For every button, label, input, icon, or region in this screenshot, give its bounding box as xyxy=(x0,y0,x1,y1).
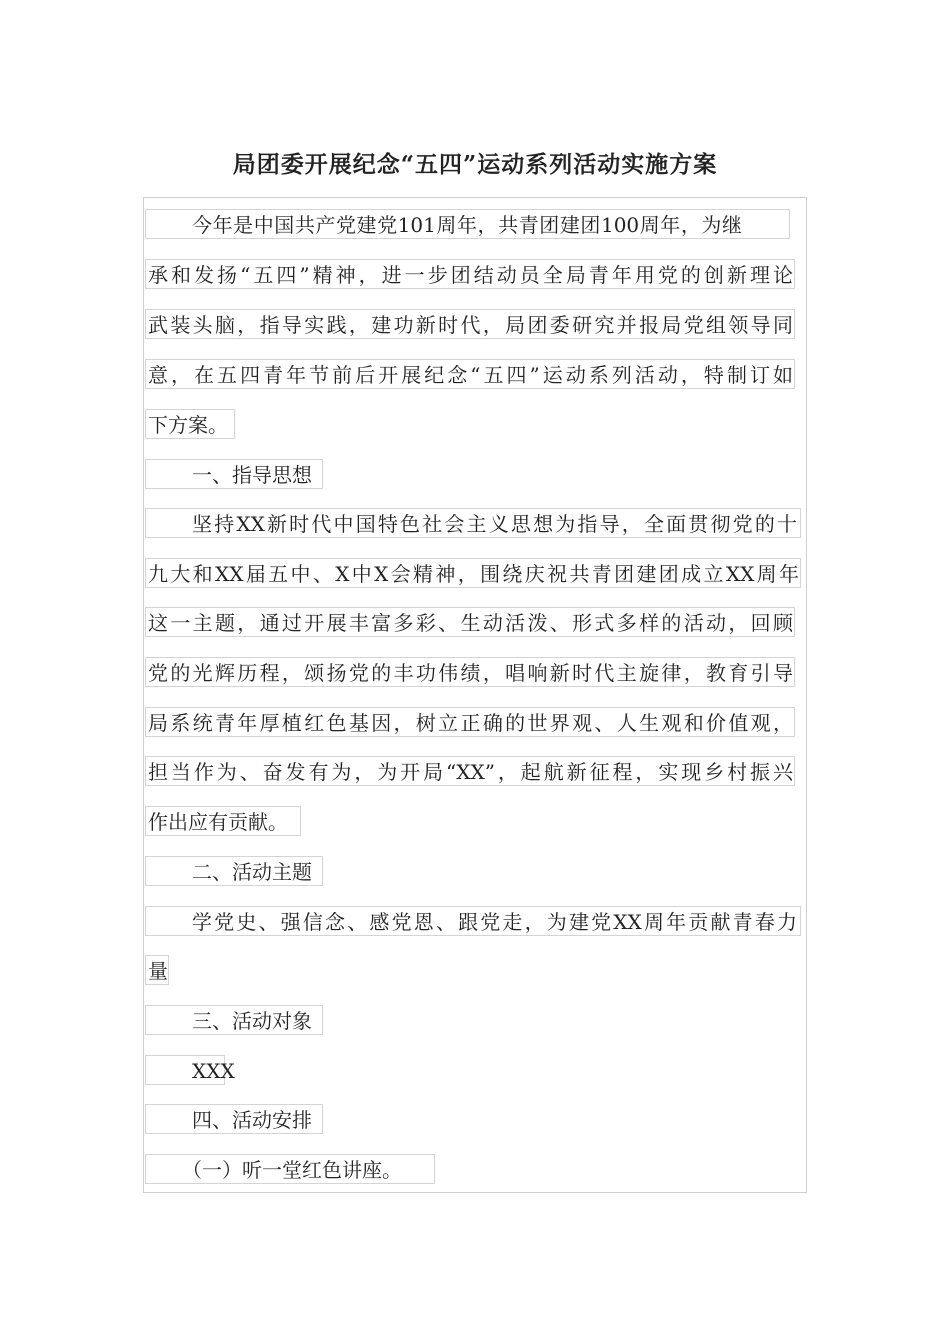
section-heading: 四、活动安排 xyxy=(145,1104,323,1134)
paragraph-line: 意，在五四青年节前后开展纪念“五四”运动系列活动，特制订如 xyxy=(145,359,795,389)
paragraph-line: 党的光辉历程，颂扬党的丰功伟绩，唱响新时代主旋律，教育引导 xyxy=(145,657,795,687)
paragraph-line: 坚持XX新时代中国特色社会主义思想为指导，全面贯彻党的十 xyxy=(145,508,801,538)
section-heading: 二、活动主题 xyxy=(145,856,323,886)
paragraph-line: XXX xyxy=(145,1055,225,1085)
text-frame xyxy=(143,197,807,1193)
document-title: 局团委开展纪念“五四”运动系列活动实施方案 xyxy=(232,151,718,178)
section-heading: 三、活动对象 xyxy=(145,1005,323,1035)
paragraph-line: 作出应有贡献。 xyxy=(145,806,301,836)
paragraph-line: 量 xyxy=(145,955,169,985)
paragraph-line: 九大和XX届五中、X中X会精神，围绕庆祝共青团建团成立XX周年 xyxy=(145,558,801,588)
paragraph-line: 学党史、强信念、感党恩、跟党走，为建党XX周年贡献青春力 xyxy=(145,906,801,936)
section-heading: 一、指导思想 xyxy=(145,459,323,489)
paragraph-line: 担当作为、奋发有为，为开局“XX”，起航新征程，实现乡村振兴 xyxy=(145,756,795,786)
paragraph-line: 这一主题，通过开展丰富多彩、生动活泼、形式多样的活动，回顾 xyxy=(145,607,795,637)
paragraph-line: 局系统青年厚植红色基因，树立正确的世界观、人生观和价值观， xyxy=(145,707,795,737)
subsection-heading: （一）听一堂红色讲座。 xyxy=(145,1154,435,1184)
paragraph-line: 下方案。 xyxy=(145,409,235,439)
paragraph-line: 承和发扬“五四”精神，进一步团结动员全局青年用党的创新理论 xyxy=(145,259,795,289)
paragraph-line: 武装头脑，指导实践，建功新时代，局团委研究并报局党组领导同 xyxy=(145,309,795,339)
paragraph-line: 今年是中国共产党建党101周年，共青团建团100周年，为继 xyxy=(145,209,790,239)
